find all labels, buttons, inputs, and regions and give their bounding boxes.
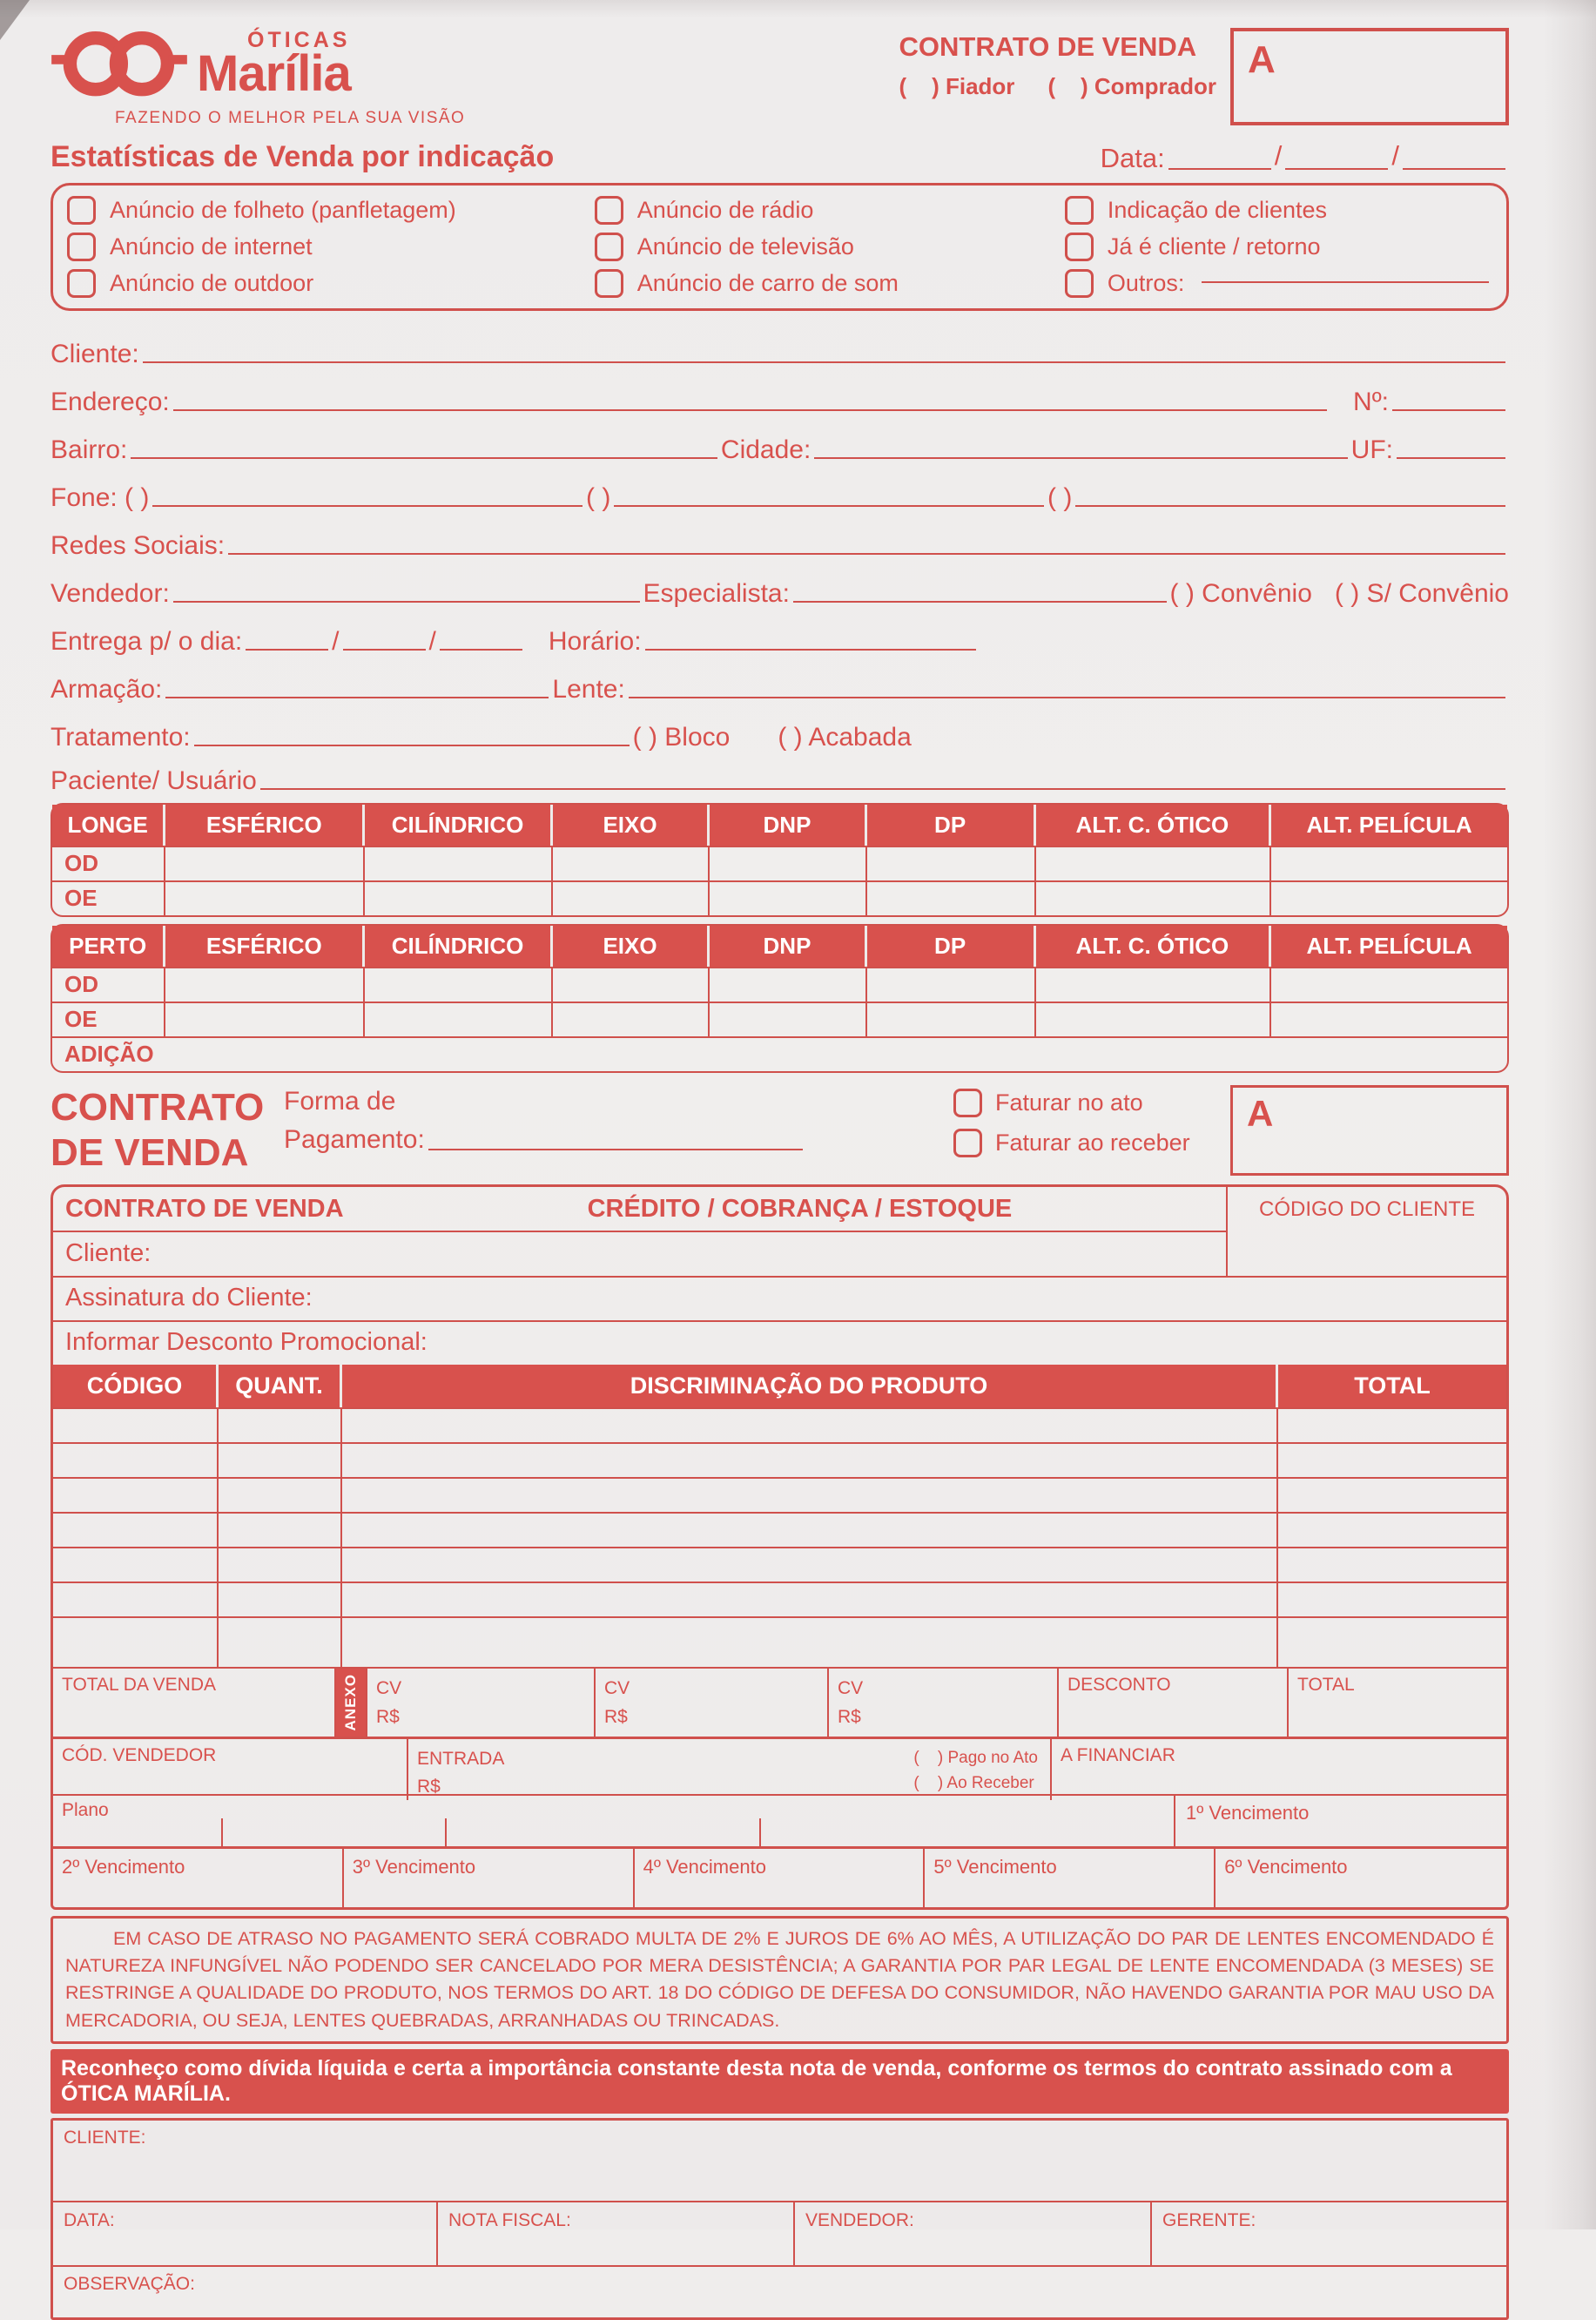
- paciente-line: [260, 788, 1505, 790]
- stat-option-label: Indicação de clientes: [1107, 197, 1328, 223]
- stat-option-label: Anúncio de internet: [110, 233, 313, 260]
- stat-option-label: Anúncio de folheto (panfletagem): [110, 197, 456, 223]
- rx-table-longe: LONGE ESFÉRICO CILÍNDRICO EIXO DNP DP ALT. C. ÓTICO ALT. PELÍCULA OD OE: [51, 803, 1509, 917]
- product-row: [53, 1547, 1506, 1582]
- box-header-row: [53, 1187, 1226, 1232]
- checkbox-icon: [1065, 269, 1094, 298]
- brand-name: Marília: [197, 44, 351, 102]
- footer-signature-box: [51, 2118, 1509, 2320]
- rx-row-od: OD: [52, 846, 165, 880]
- rx-row-oe: OE: [52, 880, 165, 915]
- vendedor-line: [173, 601, 640, 603]
- stat-option-outros: [1065, 269, 1492, 298]
- rx-table-perto: PERTO ESFÉRICO CILÍNDRICO EIXO DNP DP ALT. C. ÓTICO ALT. PELÍCULA OD OE ADIÇÃO: [51, 924, 1509, 1073]
- fone3-line: [1075, 505, 1505, 507]
- form-header: [51, 23, 1509, 128]
- field-bairro-cidade-uf: Bairro: Cidade: UF:: [51, 417, 1509, 465]
- stat-option-internet: [67, 233, 595, 261]
- stats-title: Estatísticas de Venda por indicação: [51, 140, 555, 173]
- checkbox-icon: [953, 1129, 982, 1157]
- footer-data-cell: DATA:: [53, 2202, 438, 2265]
- field-endereco: Endereço: Nº:: [51, 369, 1509, 417]
- redes-line: [228, 553, 1505, 555]
- series-letter: A: [1247, 1093, 1274, 1134]
- desconto-promocional-row: Informar Desconto Promocional:: [65, 1328, 428, 1356]
- cliente-line: [143, 361, 1505, 363]
- contract-band: [51, 1073, 1509, 1184]
- codigo-cliente-cell: CÓDIGO DO CLIENTE: [1226, 1187, 1506, 1276]
- box-header-center: CRÉDITO / COBRANÇA / ESTOQUE: [587, 1194, 1013, 1223]
- checkbox-icon: [67, 269, 96, 298]
- checkbox-icon: [595, 233, 623, 261]
- footer-observacao-cell: OBSERVAÇÃO:: [64, 2273, 195, 2294]
- rx-corner-longe: LONGE: [52, 805, 165, 846]
- checkbox-icon: [595, 196, 623, 225]
- stat-option-folheto: [67, 196, 595, 225]
- stat-option-label: Já é cliente / retorno: [1107, 233, 1321, 260]
- footer-vendedor-cell: VENDEDOR:: [795, 2202, 1152, 2265]
- entrega-dia-line: [246, 649, 328, 651]
- fone2-line: [614, 505, 1044, 507]
- comprador-option: ( ) Comprador: [1047, 73, 1216, 99]
- stat-option-label: Anúncio de carro de som: [636, 270, 899, 296]
- product-row: [53, 1407, 1506, 1442]
- checkbox-icon: [67, 196, 96, 225]
- footer-cliente-cell: CLIENTE:: [53, 2121, 1506, 2202]
- faturar-no-ato-option: Faturar no ato: [953, 1089, 1208, 1117]
- a-financiar-cell: A FINANCIAR: [1061, 1745, 1175, 1765]
- entrega-ano-line: [440, 649, 522, 651]
- rx-row-adicao: ADIÇÃO: [52, 1036, 165, 1071]
- stat-option-label: Outros:: [1107, 270, 1185, 296]
- forma-pagamento-field: Forma de Pagamento:: [284, 1085, 806, 1155]
- cv-cell-3: CV R$: [829, 1669, 1059, 1737]
- endereco-line: [173, 409, 1327, 411]
- field-vendedor-especialista: Vendedor: Especialista: ( ) Convênio ( ) S/ Convênio: [51, 578, 1509, 608]
- contract-title: CONTRATO DE VENDA: [899, 31, 1197, 62]
- fiador-option: ( ) Fiador: [899, 73, 1015, 99]
- footer-gerente-cell: GERENTE:: [1162, 2209, 1256, 2230]
- checkbox-icon: [1065, 233, 1094, 261]
- date-month-line: [1285, 168, 1388, 170]
- anexo-cell: ANEXO: [336, 1669, 367, 1737]
- stat-option-indicacao: [1065, 196, 1492, 225]
- total-cell: TOTAL: [1297, 1675, 1355, 1695]
- contract-header: [899, 28, 1509, 125]
- assinatura-row: Assinatura do Cliente:: [53, 1278, 1506, 1322]
- checkbox-icon: [1065, 196, 1094, 225]
- brand-tagline: FAZENDO O MELHOR PELA SUA VISÃO: [115, 109, 466, 127]
- brand-oticas: ÓTICAS: [247, 27, 351, 52]
- stats-header-row: [51, 140, 1509, 174]
- cidade-line: [814, 457, 1347, 459]
- field-entrega-horario: Entrega p/ o dia: / / Horário:: [51, 609, 1509, 657]
- referral-checkbox-panel: [51, 183, 1509, 311]
- stat-option-radio: [595, 196, 1065, 225]
- field-armacao-lente: Armação: Lente:: [51, 657, 1509, 705]
- totals-row: [53, 1667, 1506, 1737]
- brand-block: [51, 23, 465, 128]
- box-cliente-row: Cliente:: [65, 1239, 152, 1267]
- field-redes-sociais: Redes Sociais:: [51, 513, 1509, 561]
- stat-option-televisao: [595, 233, 1065, 261]
- checkbox-icon: [67, 233, 96, 261]
- date-field: Data: / /: [1101, 140, 1509, 174]
- plano-cell: Plano: [53, 1796, 1174, 1846]
- bairro-line: [131, 457, 717, 459]
- series-box-2: [1230, 1085, 1509, 1176]
- series-box: [1230, 28, 1509, 125]
- stat-option-label: Anúncio de rádio: [636, 197, 814, 223]
- uf-line: [1397, 457, 1505, 459]
- desconto-cell: DESCONTO: [1059, 1669, 1289, 1737]
- vencimento-6-cell: 6º Vencimento: [1224, 1856, 1348, 1878]
- stat-option-label: Anúncio de outdoor: [110, 270, 314, 296]
- glasses-logo-icon: [51, 23, 188, 107]
- outros-line: [1202, 281, 1489, 283]
- footer-nota-fiscal-cell: NOTA FISCAL:: [438, 2202, 795, 2265]
- rx-row-oe: OE: [52, 1002, 165, 1036]
- field-paciente: Paciente/ Usuário: [51, 752, 1509, 796]
- checkbox-icon: [595, 269, 623, 298]
- product-row: [53, 1582, 1506, 1616]
- vencimento-4-cell: 4º Vencimento: [635, 1849, 926, 1907]
- stat-option-label: Anúncio de televisão: [636, 233, 854, 260]
- sale-details-box: [51, 1184, 1509, 1910]
- vencimento-5-cell: 5º Vencimento: [925, 1849, 1216, 1907]
- faturar-options: [953, 1085, 1208, 1157]
- horario-line: [645, 649, 976, 651]
- pago-options: ( ) Pago no Ato ( ) Ao Receber: [913, 1749, 1038, 1793]
- series-letter: A: [1248, 38, 1276, 81]
- faturar-ao-receber-option: Faturar ao receber: [953, 1129, 1208, 1157]
- plano-tick: [445, 1818, 447, 1846]
- client-fields: [51, 321, 1509, 796]
- vencimento-1-cell: 1º Vencimento: [1174, 1796, 1506, 1846]
- vendedor-entrada-row: [53, 1737, 1506, 1797]
- fone1-line: [152, 505, 583, 507]
- stat-option-carro-som: [595, 269, 1065, 298]
- date-year-line: [1403, 168, 1505, 170]
- cv-cell-1: CV R$: [367, 1669, 596, 1737]
- plano-row: [53, 1794, 1506, 1846]
- contract-big-title: CONTRATO DE VENDA: [51, 1086, 265, 1174]
- numero-line: [1392, 409, 1505, 411]
- legal-terms-text: EM CASO DE ATRASO NO PAGAMENTO SERÁ COBRADO MULTA DE 2% E JUROS DE 6% AO MÊS, A UTILIZAÇÃO DO PAR DE LENTES ENCOMENDADO É NATUREZA INFUNGÍVEL NÃO PODENDO SER CANCELADO POR MERA DESISTÊNCIA; A GARANTIA POR PAR LEGAL DE LENTE ENCOMENDADA (3 MESES) SE RESTRINGE A QUALIDADE DO PRODUTO, NOS TERMOS DO ART. 18 DO CÓDIGO DE DEFESA DO CONSUMIDOR, NÃO HAVENDO GARANTIA POR MAU USO DA MERCADORIA, OU SEJA, LENTES QUEBRADAS, ARRANHADAS OU TRINCADAS.: [51, 1916, 1509, 2044]
- plano-tick: [221, 1818, 223, 1846]
- lente-line: [629, 697, 1505, 698]
- date-label: Data:: [1100, 143, 1165, 173]
- cv-cell-2: CV R$: [596, 1669, 829, 1737]
- rx-row-od: OD: [52, 967, 165, 1002]
- stat-option-retorno: [1065, 233, 1492, 261]
- armacao-line: [165, 697, 549, 698]
- tratamento-line: [194, 745, 630, 746]
- product-row: [53, 1477, 1506, 1512]
- product-table-header: CÓDIGO QUANT. DISCRIMINAÇÃO DO PRODUTO TOTAL: [53, 1365, 1506, 1407]
- especialista-line: [793, 601, 1167, 603]
- plano-tick: [759, 1818, 761, 1846]
- checkbox-icon: [953, 1089, 982, 1117]
- vencimento-3-cell: 3º Vencimento: [344, 1849, 635, 1907]
- box-header-left: CONTRATO DE VENDA: [65, 1194, 344, 1223]
- product-row: [53, 1616, 1506, 1667]
- cod-vendedor-cell: CÓD. VENDEDOR: [53, 1739, 408, 1800]
- entrega-mes-line: [343, 649, 426, 651]
- adicao-value-cell: [165, 1036, 1507, 1071]
- field-cliente: Cliente:: [51, 321, 1509, 369]
- rx-corner-perto: PERTO: [52, 926, 165, 967]
- total-da-venda-cell: TOTAL DA VENDA: [53, 1669, 336, 1737]
- product-row: [53, 1512, 1506, 1547]
- field-fone: Fone: ( ) ( ) ( ): [51, 465, 1509, 513]
- product-row: [53, 1442, 1506, 1477]
- date-day-line: [1168, 168, 1271, 170]
- forma-pagamento-line: [428, 1149, 803, 1150]
- vencimento-2-cell: 2º Vencimento: [53, 1849, 344, 1907]
- debt-acknowledgement-banner: Reconheço como dívida líquida e certa a importância constante desta nota de venda, conforme os termos do contrato assinado com a ÓTICA MARÍLIA.: [51, 2049, 1509, 2114]
- entrada-cell: ENTRADA R$ ( ) Pago no Ato ( ) Ao Receber: [408, 1739, 1052, 1800]
- field-tratamento: Tratamento: ( ) Bloco ( ) Acabada: [51, 722, 912, 752]
- stat-option-outdoor: [67, 269, 595, 298]
- vencimentos-row: [53, 1846, 1506, 1907]
